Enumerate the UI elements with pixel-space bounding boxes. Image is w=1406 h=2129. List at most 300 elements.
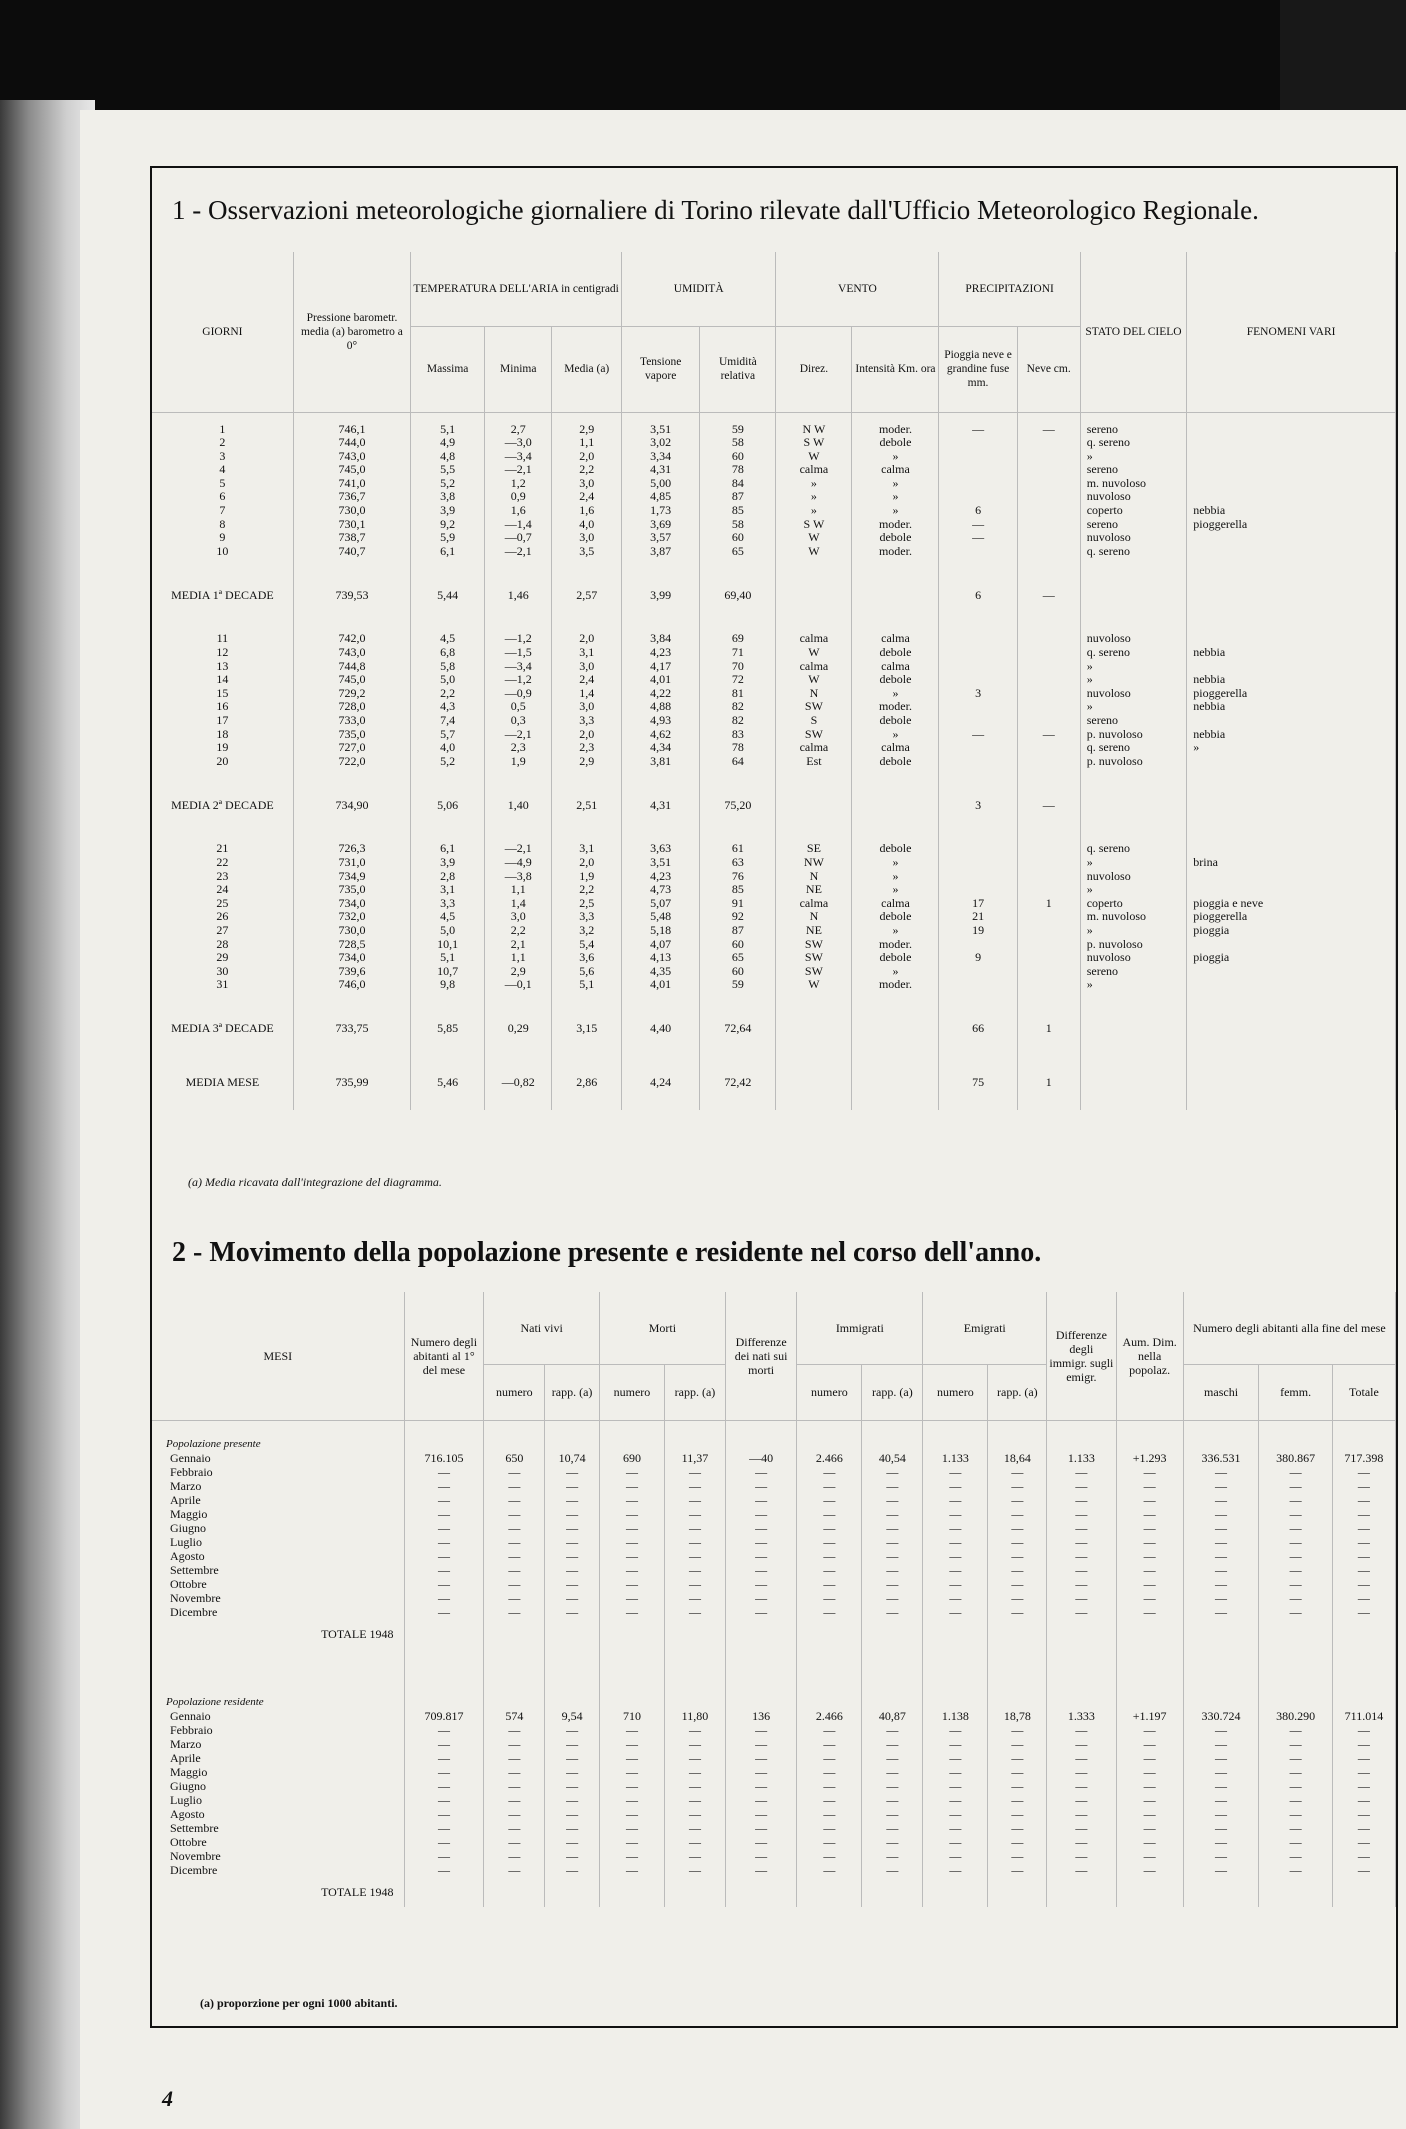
empty-cell: —: [665, 1507, 726, 1521]
empty-cell: —: [1116, 1821, 1183, 1835]
table-cell: sereno: [1080, 714, 1187, 728]
empty-cell: —: [988, 1549, 1047, 1563]
empty-cell: —: [797, 1535, 862, 1549]
empty-cell: —: [1332, 1765, 1395, 1779]
table-row: [152, 1451, 1396, 1465]
table-cell: »: [1080, 700, 1187, 714]
table-cell: +1.293: [1116, 1451, 1183, 1465]
empty-cell: —: [725, 1723, 796, 1737]
table-cell: [939, 714, 1017, 728]
table-cell: [1080, 1002, 1187, 1056]
table-cell: [1017, 477, 1080, 491]
empty-cell: —: [1183, 1849, 1259, 1863]
empty-cell: —: [665, 1549, 726, 1563]
table-cell: 5,0: [411, 673, 485, 687]
empty-cell: —: [599, 1549, 664, 1563]
empty-cell: —: [862, 1465, 923, 1479]
col-morti: Morti: [599, 1292, 725, 1364]
table-cell: 60: [700, 938, 776, 952]
empty-cell: —: [725, 1863, 796, 1877]
empty-cell: —: [404, 1723, 484, 1737]
col-immigrati-rapp: rapp. (a): [862, 1364, 923, 1420]
empty-cell: —: [725, 1549, 796, 1563]
empty-cell: —: [1047, 1863, 1116, 1877]
empty-cell: —: [797, 1779, 862, 1793]
table-cell: [1017, 856, 1080, 870]
table-cell: 1,9: [485, 755, 552, 769]
table-cell: 5,6: [552, 965, 622, 979]
table-cell: 1.133: [923, 1451, 988, 1465]
empty-cell: —: [1116, 1507, 1183, 1521]
table-cell: »: [1080, 660, 1187, 674]
empty-cell: —: [923, 1835, 988, 1849]
table-cell: —1,5: [485, 646, 552, 660]
empty-cell: —: [923, 1479, 988, 1493]
table-cell: 690: [599, 1451, 664, 1465]
table-row: [152, 856, 1396, 870]
empty-cell: —: [1332, 1751, 1395, 1765]
table-cell: —: [1017, 728, 1080, 742]
table-cell: 5,44: [411, 568, 485, 622]
empty-cell: —: [484, 1751, 545, 1765]
table-cell: SE: [776, 842, 852, 856]
table-row: [152, 1849, 1396, 1863]
table-cell: m. nuvoloso: [1080, 910, 1187, 924]
table-cell: nebbia: [1187, 504, 1396, 518]
table-cell: moder.: [852, 700, 939, 714]
empty-cell: —: [725, 1737, 796, 1751]
empty-cell: —: [923, 1465, 988, 1479]
table-cell: debole: [852, 910, 939, 924]
section-label: Popolazione residente: [152, 1679, 404, 1709]
table-cell: 61: [700, 842, 776, 856]
table-cell: —0,1: [485, 978, 552, 992]
empty-cell: —: [1183, 1807, 1259, 1821]
empty-cell: —: [1332, 1577, 1395, 1591]
empty-cell: —: [404, 1863, 484, 1877]
empty-cell: —: [484, 1723, 545, 1737]
empty-cell: —: [1332, 1863, 1395, 1877]
table-cell: N W: [776, 423, 852, 437]
table-cell: [939, 545, 1017, 559]
table-cell: [1187, 568, 1396, 622]
empty-cell: —: [1047, 1807, 1116, 1821]
month-label: Aprile: [152, 1493, 404, 1507]
col-differenze-nati: Differenze dei nati sui morti: [725, 1292, 796, 1420]
spacer-row: [152, 1649, 1396, 1679]
table-cell: calma: [776, 897, 852, 911]
month-label: Dicembre: [152, 1863, 404, 1877]
table-cell: 2,9: [552, 423, 622, 437]
empty-cell: —: [988, 1723, 1047, 1737]
empty-cell: —: [725, 1849, 796, 1863]
table-cell: 3,0: [552, 700, 622, 714]
table-cell: 0,3: [485, 714, 552, 728]
table-cell: 69,40: [700, 568, 776, 622]
table-cell: [1017, 741, 1080, 755]
col-pioggia: Pioggia neve e grandine fuse mm.: [939, 326, 1017, 412]
table-cell: 0,9: [485, 490, 552, 504]
empty-cell: —: [484, 1821, 545, 1835]
table-cell: [1187, 545, 1396, 559]
empty-cell: —: [545, 1779, 600, 1793]
empty-cell: —: [725, 1605, 796, 1619]
empty-cell: —: [599, 1863, 664, 1877]
table-cell: [1017, 700, 1080, 714]
empty-cell: —: [404, 1821, 484, 1835]
table-cell: —3,4: [485, 450, 552, 464]
table-cell: [1187, 436, 1396, 450]
table-cell: [939, 856, 1017, 870]
table-cell: —3,4: [485, 660, 552, 674]
empty-cell: —: [1116, 1605, 1183, 1619]
table-cell: 717.398: [1332, 1451, 1395, 1465]
table-cell: N: [776, 870, 852, 884]
table-cell: 92: [700, 910, 776, 924]
table-cell: calma: [776, 660, 852, 674]
empty-cell: —: [988, 1465, 1047, 1479]
table-cell: 738,7: [293, 531, 410, 545]
table-cell: Gennaio: [152, 1709, 404, 1723]
table-cell: 78: [700, 463, 776, 477]
table-cell: brina: [1187, 856, 1396, 870]
table-cell: 2,8: [411, 870, 485, 884]
table-cell: 3,1: [552, 842, 622, 856]
table-cell: 3,5: [552, 545, 622, 559]
table-row: [152, 1709, 1396, 1723]
table-cell: 1,6: [485, 504, 552, 518]
table-cell: +1.197: [1116, 1709, 1183, 1723]
table-row: [152, 741, 1396, 755]
table-cell: sereno: [1080, 423, 1187, 437]
table-cell: calma: [776, 741, 852, 755]
month-label: Dicembre: [152, 1605, 404, 1619]
table-row: [152, 978, 1396, 992]
table-cell: 21: [152, 842, 293, 856]
empty-cell: —: [404, 1577, 484, 1591]
empty-cell: —: [665, 1779, 726, 1793]
empty-cell: —: [1183, 1493, 1259, 1507]
empty-cell: —: [1047, 1835, 1116, 1849]
table-cell: 5,2: [411, 477, 485, 491]
table-cell: q. sereno: [1080, 646, 1187, 660]
table-cell: debole: [852, 951, 939, 965]
table-cell: sereno: [1080, 518, 1187, 532]
empty-cell: —: [725, 1765, 796, 1779]
table-cell: 1: [152, 423, 293, 437]
spacer-row: [152, 558, 1396, 568]
table-cell: 3,0: [552, 531, 622, 545]
table-cell: 2,2: [485, 924, 552, 938]
table-cell: 5,1: [411, 951, 485, 965]
col-mesi: MESI: [152, 1292, 404, 1420]
table-cell: 6,1: [411, 842, 485, 856]
empty-cell: —: [1183, 1479, 1259, 1493]
table-cell: 733,75: [293, 1002, 410, 1056]
table-cell: 19: [152, 741, 293, 755]
table-cell: 6,8: [411, 646, 485, 660]
empty-cell: —: [862, 1521, 923, 1535]
empty-cell: —: [1332, 1821, 1395, 1835]
table-cell: N: [776, 687, 852, 701]
table-cell: 745,0: [293, 673, 410, 687]
empty-cell: —: [862, 1863, 923, 1877]
month-label: Settembre: [152, 1563, 404, 1577]
empty-cell: —: [923, 1863, 988, 1877]
month-label: Aprile: [152, 1751, 404, 1765]
empty-cell: —: [404, 1751, 484, 1765]
table-cell: [1080, 568, 1187, 622]
decade-average-label: MEDIA 1ª DECADE: [152, 568, 293, 622]
table-cell: pioggerella: [1187, 687, 1396, 701]
spacer-row: [152, 992, 1396, 1002]
table-row: [152, 897, 1396, 911]
table-cell: 650: [484, 1451, 545, 1465]
table-cell: m. nuvoloso: [1080, 477, 1187, 491]
empty-cell: —: [665, 1465, 726, 1479]
empty-cell: —: [404, 1521, 484, 1535]
empty-cell: —: [1116, 1723, 1183, 1737]
table-cell: 2,3: [552, 741, 622, 755]
table-cell: 726,3: [293, 842, 410, 856]
empty-cell: —: [1332, 1723, 1395, 1737]
table-row: [152, 951, 1396, 965]
empty-cell: —: [1116, 1591, 1183, 1605]
table-cell: 75,20: [700, 778, 776, 832]
table-cell: debole: [852, 673, 939, 687]
section-label: Popolazione presente: [152, 1420, 404, 1451]
table-cell: —3,8: [485, 870, 552, 884]
empty-cell: —: [545, 1835, 600, 1849]
table-cell: 1: [1017, 1056, 1080, 1110]
table-cell: 6: [939, 504, 1017, 518]
empty-cell: —: [545, 1549, 600, 1563]
table-cell: 2,51: [552, 778, 622, 832]
table-cell: 4,62: [622, 728, 700, 742]
empty-cell: —: [1332, 1563, 1395, 1577]
spacer-row: [152, 768, 1396, 778]
table-cell: »: [852, 924, 939, 938]
table-cell: 18: [152, 728, 293, 742]
table-cell: »: [1080, 978, 1187, 992]
empty-cell: —: [484, 1765, 545, 1779]
empty-cell: —: [862, 1723, 923, 1737]
empty-cell: —: [1116, 1465, 1183, 1479]
empty-cell: —: [1116, 1751, 1183, 1765]
table-cell: 727,0: [293, 741, 410, 755]
weather-table: [152, 252, 1396, 1110]
table-row: [152, 1591, 1396, 1605]
table-cell: 2,3: [485, 741, 552, 755]
table-cell: 23: [152, 870, 293, 884]
empty-cell: —: [988, 1821, 1047, 1835]
empty-cell: —: [484, 1835, 545, 1849]
empty-cell: —: [862, 1835, 923, 1849]
table-cell: 733,0: [293, 714, 410, 728]
col-immigrati-numero: numero: [797, 1364, 862, 1420]
table-cell: 2,0: [552, 450, 622, 464]
empty-cell: —: [923, 1577, 988, 1591]
table-cell: 4,23: [622, 870, 700, 884]
table-cell: 2,2: [552, 883, 622, 897]
table-cell: [1187, 714, 1396, 728]
empty-cell: —: [1047, 1591, 1116, 1605]
empty-cell: —: [545, 1535, 600, 1549]
total-row: [152, 1877, 1396, 1907]
spacer-row: [152, 412, 1396, 423]
table-cell: 3,81: [622, 755, 700, 769]
table-cell: [1017, 842, 1080, 856]
empty-cell: —: [797, 1737, 862, 1751]
table-row: [152, 1521, 1396, 1535]
table-cell: —2,1: [485, 545, 552, 559]
empty-cell: —: [545, 1863, 600, 1877]
empty-cell: —: [1183, 1793, 1259, 1807]
table-cell: 743,0: [293, 646, 410, 660]
table-cell: »: [852, 728, 939, 742]
table-cell: W: [776, 673, 852, 687]
empty-cell: —: [1259, 1737, 1333, 1751]
table-cell: 18,78: [988, 1709, 1047, 1723]
table-cell: 5,48: [622, 910, 700, 924]
table-cell: 1,1: [485, 951, 552, 965]
table-cell: 5,00: [622, 477, 700, 491]
table-cell: 14: [152, 673, 293, 687]
table-cell: 5,5: [411, 463, 485, 477]
empty-cell: —: [484, 1849, 545, 1863]
table-cell: moder.: [852, 423, 939, 437]
table-cell: nuvoloso: [1080, 490, 1187, 504]
empty-cell: —: [1116, 1521, 1183, 1535]
empty-cell: —: [1116, 1849, 1183, 1863]
month-label: Novembre: [152, 1591, 404, 1605]
table-cell: [939, 741, 1017, 755]
empty-cell: —: [484, 1591, 545, 1605]
table-cell: [1017, 883, 1080, 897]
empty-cell: —: [599, 1591, 664, 1605]
table-cell: [1017, 978, 1080, 992]
table-cell: 2,7: [485, 423, 552, 437]
col-vento: VENTO: [776, 252, 939, 326]
empty-cell: —: [1332, 1779, 1395, 1793]
page-number: 4: [162, 2086, 173, 2111]
table-row: [152, 1535, 1396, 1549]
table-cell: 2.466: [797, 1451, 862, 1465]
table-cell: 1,6: [552, 504, 622, 518]
table-cell: 0,5: [485, 700, 552, 714]
table-cell: SW: [776, 951, 852, 965]
table-cell: 4,0: [552, 518, 622, 532]
table-cell: nuvoloso: [1080, 870, 1187, 884]
table-row: [152, 1779, 1396, 1793]
table-cell: 729,2: [293, 687, 410, 701]
table-cell: [1017, 673, 1080, 687]
table-cell: 2.466: [797, 1709, 862, 1723]
empty-cell: —: [1259, 1577, 1333, 1591]
col-aum: Aum. Dim. nella popolaz.: [1116, 1292, 1183, 1420]
empty-cell: —: [862, 1535, 923, 1549]
empty-cell: —: [988, 1507, 1047, 1521]
table-cell: 78: [700, 741, 776, 755]
table-row: [152, 632, 1396, 646]
table-cell: 4,01: [622, 978, 700, 992]
empty-cell: —: [404, 1493, 484, 1507]
table-cell: 83: [700, 728, 776, 742]
table-cell: W: [776, 978, 852, 992]
table-cell: 710: [599, 1709, 664, 1723]
table-cell: SW: [776, 938, 852, 952]
table-row: [152, 1737, 1396, 1751]
table-cell: 26: [152, 910, 293, 924]
empty-cell: —: [1332, 1479, 1395, 1493]
empty-cell: —: [1183, 1535, 1259, 1549]
table-cell: nebbia: [1187, 646, 1396, 660]
empty-cell: —: [665, 1835, 726, 1849]
table-cell: coperto: [1080, 897, 1187, 911]
table-cell: [1187, 477, 1396, 491]
table-cell: 31: [152, 978, 293, 992]
empty-cell: —: [665, 1493, 726, 1507]
table-row: [152, 673, 1396, 687]
col-fenomeni: FENOMENI VARI: [1187, 252, 1396, 412]
table-row: [152, 518, 1396, 532]
empty-cell: —: [923, 1807, 988, 1821]
table-cell: 5,9: [411, 531, 485, 545]
table-cell: 82: [700, 700, 776, 714]
empty-cell: —: [1259, 1765, 1333, 1779]
table-cell: 2,2: [411, 687, 485, 701]
empty-cell: —: [545, 1521, 600, 1535]
empty-cell: —: [862, 1765, 923, 1779]
table-cell: [939, 700, 1017, 714]
empty-cell: —: [599, 1507, 664, 1521]
empty-cell: —: [862, 1779, 923, 1793]
table-cell: —0,9: [485, 687, 552, 701]
table-cell: 3,8: [411, 490, 485, 504]
table-cell: —1,2: [485, 632, 552, 646]
empty-cell: —: [665, 1863, 726, 1877]
empty-cell: —: [665, 1563, 726, 1577]
empty-cell: —: [988, 1779, 1047, 1793]
col-nati-rapp: rapp. (a): [545, 1364, 600, 1420]
table-cell: 9,2: [411, 518, 485, 532]
empty-cell: —: [599, 1465, 664, 1479]
table-cell: 75: [939, 1056, 1017, 1110]
table-cell: 0,29: [485, 1002, 552, 1056]
table-cell: 3,34: [622, 450, 700, 464]
table-cell: 65: [700, 951, 776, 965]
empty-cell: —: [1259, 1549, 1333, 1563]
table-cell: 3: [152, 450, 293, 464]
table-cell: 4,93: [622, 714, 700, 728]
table-cell: calma: [776, 463, 852, 477]
table-cell: 85: [700, 504, 776, 518]
empty-cell: —: [1259, 1751, 1333, 1765]
col-pressione: Pressione barometr. media (a) barometro a 0°: [293, 252, 410, 412]
table-cell: —: [1017, 423, 1080, 437]
table-cell: 3,0: [485, 910, 552, 924]
table-cell: 380.867: [1259, 1451, 1333, 1465]
empty-cell: —: [404, 1765, 484, 1779]
table-cell: debole: [852, 646, 939, 660]
empty-cell: —: [1183, 1751, 1259, 1765]
empty-cell: —: [404, 1563, 484, 1577]
table-cell: 744,0: [293, 436, 410, 450]
col-emigrati-rapp: rapp. (a): [988, 1364, 1047, 1420]
table-cell: [1017, 687, 1080, 701]
empty-cell: —: [725, 1793, 796, 1807]
empty-cell: —: [484, 1737, 545, 1751]
